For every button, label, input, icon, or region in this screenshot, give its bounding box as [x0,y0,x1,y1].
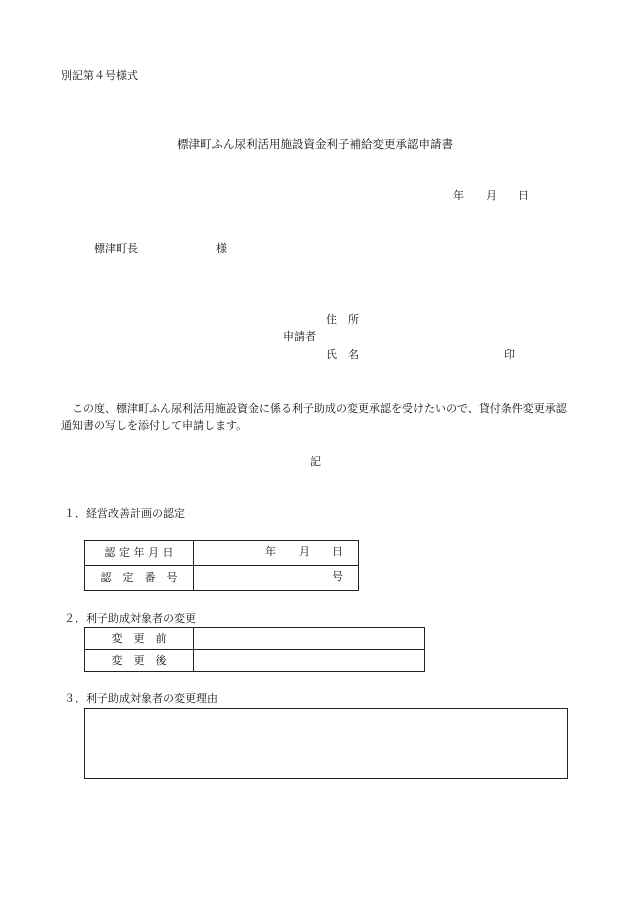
cert-date-year: 年 [265,545,276,558]
cert-date-label: 認 定 年 月 日 [85,541,194,566]
before-change-label: 変 更 前 [85,628,194,650]
body-line-1: この度、標津町ふん尿利活用施設資金に係る利子助成の変更承認を受けたいので、貸付条件変更承認 [72,402,567,415]
applicant-label: 申請者 [283,330,316,343]
date-month-label: 月 [486,189,497,202]
document-title: 標津町ふん尿利活用施設資金利子補給変更承認申請書 [177,137,453,151]
table-row [85,628,425,650]
cert-number-label: 認 定 番 号 [85,566,194,591]
section1-heading: １．経営改善計画の認定 [64,507,185,520]
cert-date-value[interactable] [194,541,359,566]
after-change-label: 変 更 後 [85,650,194,672]
cert-number-suffix: 号 [332,570,343,583]
body-line-2: 通知書の写しを添付して申請します。 [61,419,248,432]
seal-mark: 印 [504,348,515,361]
before-change-value[interactable] [194,628,425,650]
section1-table [84,540,359,591]
table-row [85,650,425,672]
applicant-name-label: 氏 名 [326,348,359,361]
form-number: 別記第４号様式 [61,69,138,82]
applicant-address-label: 住 所 [326,313,359,326]
section2-table [84,627,425,672]
date-day-label: 日 [518,189,529,202]
after-change-value[interactable] [194,650,425,672]
change-reason-box[interactable] [84,708,568,779]
table-row [85,541,359,566]
date-year-label: 年 [453,189,464,202]
cert-number-value[interactable] [194,566,359,591]
table-row [85,566,359,591]
addressee-honorific: 様 [216,242,227,255]
addressee-name: 標津町長 [94,242,138,255]
section3-heading: ３．利子助成対象者の変更理由 [64,692,218,705]
ki-heading: 記 [310,455,321,468]
cert-date-day: 日 [332,545,343,558]
cert-date-month: 月 [299,545,310,558]
section2-heading: ２．利子助成対象者の変更 [64,612,196,625]
